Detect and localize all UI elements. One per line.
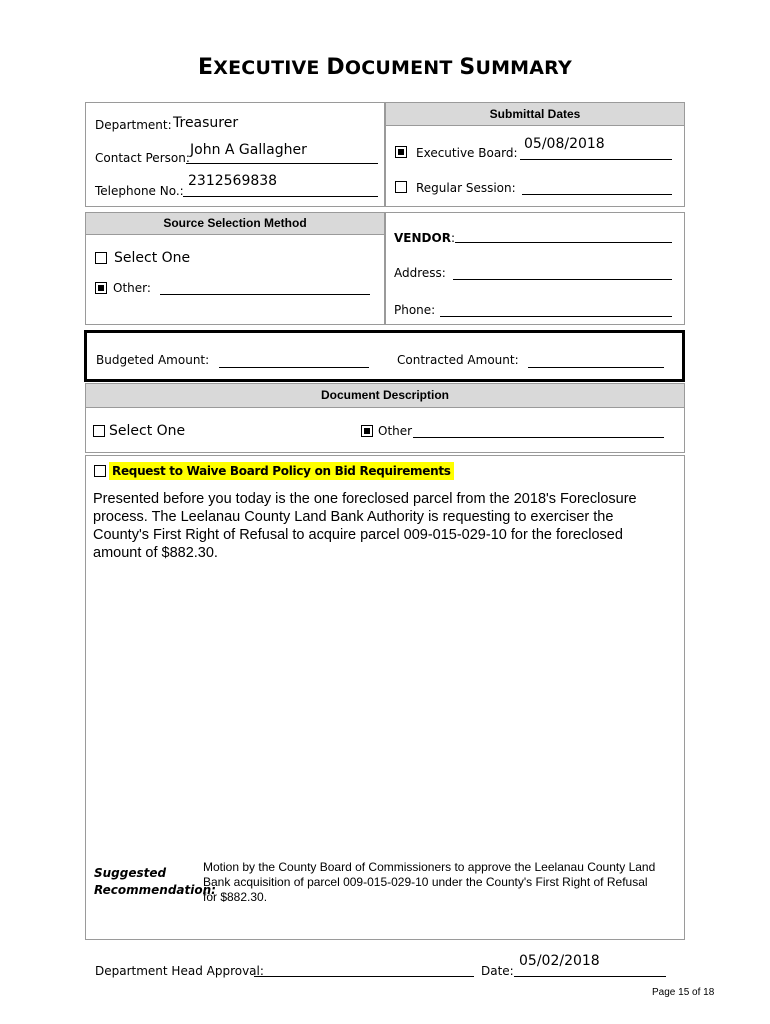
contracted-amount-label: Contracted Amount: [397, 353, 519, 367]
source-selection-header: Source Selection Method [86, 213, 384, 235]
doc-select-one-checkbox[interactable] [93, 425, 105, 437]
waive-policy-checkbox[interactable] [94, 465, 106, 477]
department-head-approval-line [254, 976, 474, 977]
contact-person-line [186, 163, 378, 164]
page-number: Page 15 of 18 [652, 987, 715, 998]
approval-date-line [514, 976, 666, 977]
telephone-value[interactable]: 2312569838 [188, 173, 278, 189]
recommendation-text[interactable]: Motion by the County Board of Commissioners to approve the Leelanau County Land Bank acquisition of parcel 009-015-029-10 under the County's First Right of Refusal for $882.30. [203, 860, 656, 904]
phone-line [440, 316, 672, 317]
department-value[interactable]: Treasurer [173, 115, 239, 131]
department-head-approval-label: Department Head Approval: [95, 964, 264, 978]
doc-other-line [413, 437, 664, 438]
regular-session-label: Regular Session: [416, 181, 516, 195]
source-select-one-label: Select One [114, 250, 191, 266]
contact-person-value[interactable]: John A Gallagher [190, 142, 307, 158]
address-label: Address: [394, 266, 446, 280]
executive-board-line [520, 159, 672, 160]
document-description-header: Document Description [86, 384, 684, 408]
vendor-label: VENDOR: [394, 231, 455, 245]
source-select-one-checkbox[interactable] [95, 252, 107, 264]
regular-session-checkbox[interactable] [395, 181, 407, 193]
contracted-amount-line [528, 367, 664, 368]
description-text[interactable]: Presented before you today is the one foreclosed parcel from the 2018's Foreclosure process. The Leelanau County Land Bank Authority is requesting to exerciser the County's First Right of Refusal to acquire parcel 009-015-029-10 for the foreclosed amount of $882.30. [93, 491, 637, 561]
telephone-line [183, 196, 378, 197]
address-line [453, 279, 672, 280]
waive-policy-label: Request to Waive Board Policy on Bid Requirements [109, 462, 454, 480]
doc-other-label: Other [378, 424, 413, 438]
recommendation-label-line2: Recommendation: [94, 883, 216, 897]
source-other-checkbox[interactable] [95, 282, 107, 294]
approval-date-value[interactable]: 05/02/2018 [519, 953, 600, 969]
telephone-label: Telephone No.: [95, 184, 184, 198]
department-label: Department: [95, 118, 172, 132]
source-other-line [160, 294, 370, 295]
phone-label: Phone: [394, 303, 436, 317]
doc-select-one-label: Select One [109, 423, 186, 439]
document-title: EXECUTIVE DOCUMENT SUMMARY [198, 55, 572, 80]
contact-person-label: Contact Person: [95, 151, 190, 165]
submittal-dates-header: Submittal Dates [386, 103, 684, 126]
executive-board-checkbox[interactable] [395, 146, 407, 158]
executive-board-label: Executive Board: [416, 146, 518, 160]
doc-other-checkbox[interactable] [361, 425, 373, 437]
source-other-label: Other: [113, 281, 151, 295]
suggested-recommendation-label [94, 865, 216, 899]
regular-session-line [522, 194, 672, 195]
executive-board-date[interactable]: 05/08/2018 [524, 136, 605, 152]
approval-date-label: Date: [481, 964, 514, 978]
budgeted-amount-label: Budgeted Amount: [96, 353, 210, 367]
vendor-line [455, 242, 672, 243]
budgeted-amount-line [219, 367, 369, 368]
recommendation-label-line1: Suggested [94, 866, 167, 880]
